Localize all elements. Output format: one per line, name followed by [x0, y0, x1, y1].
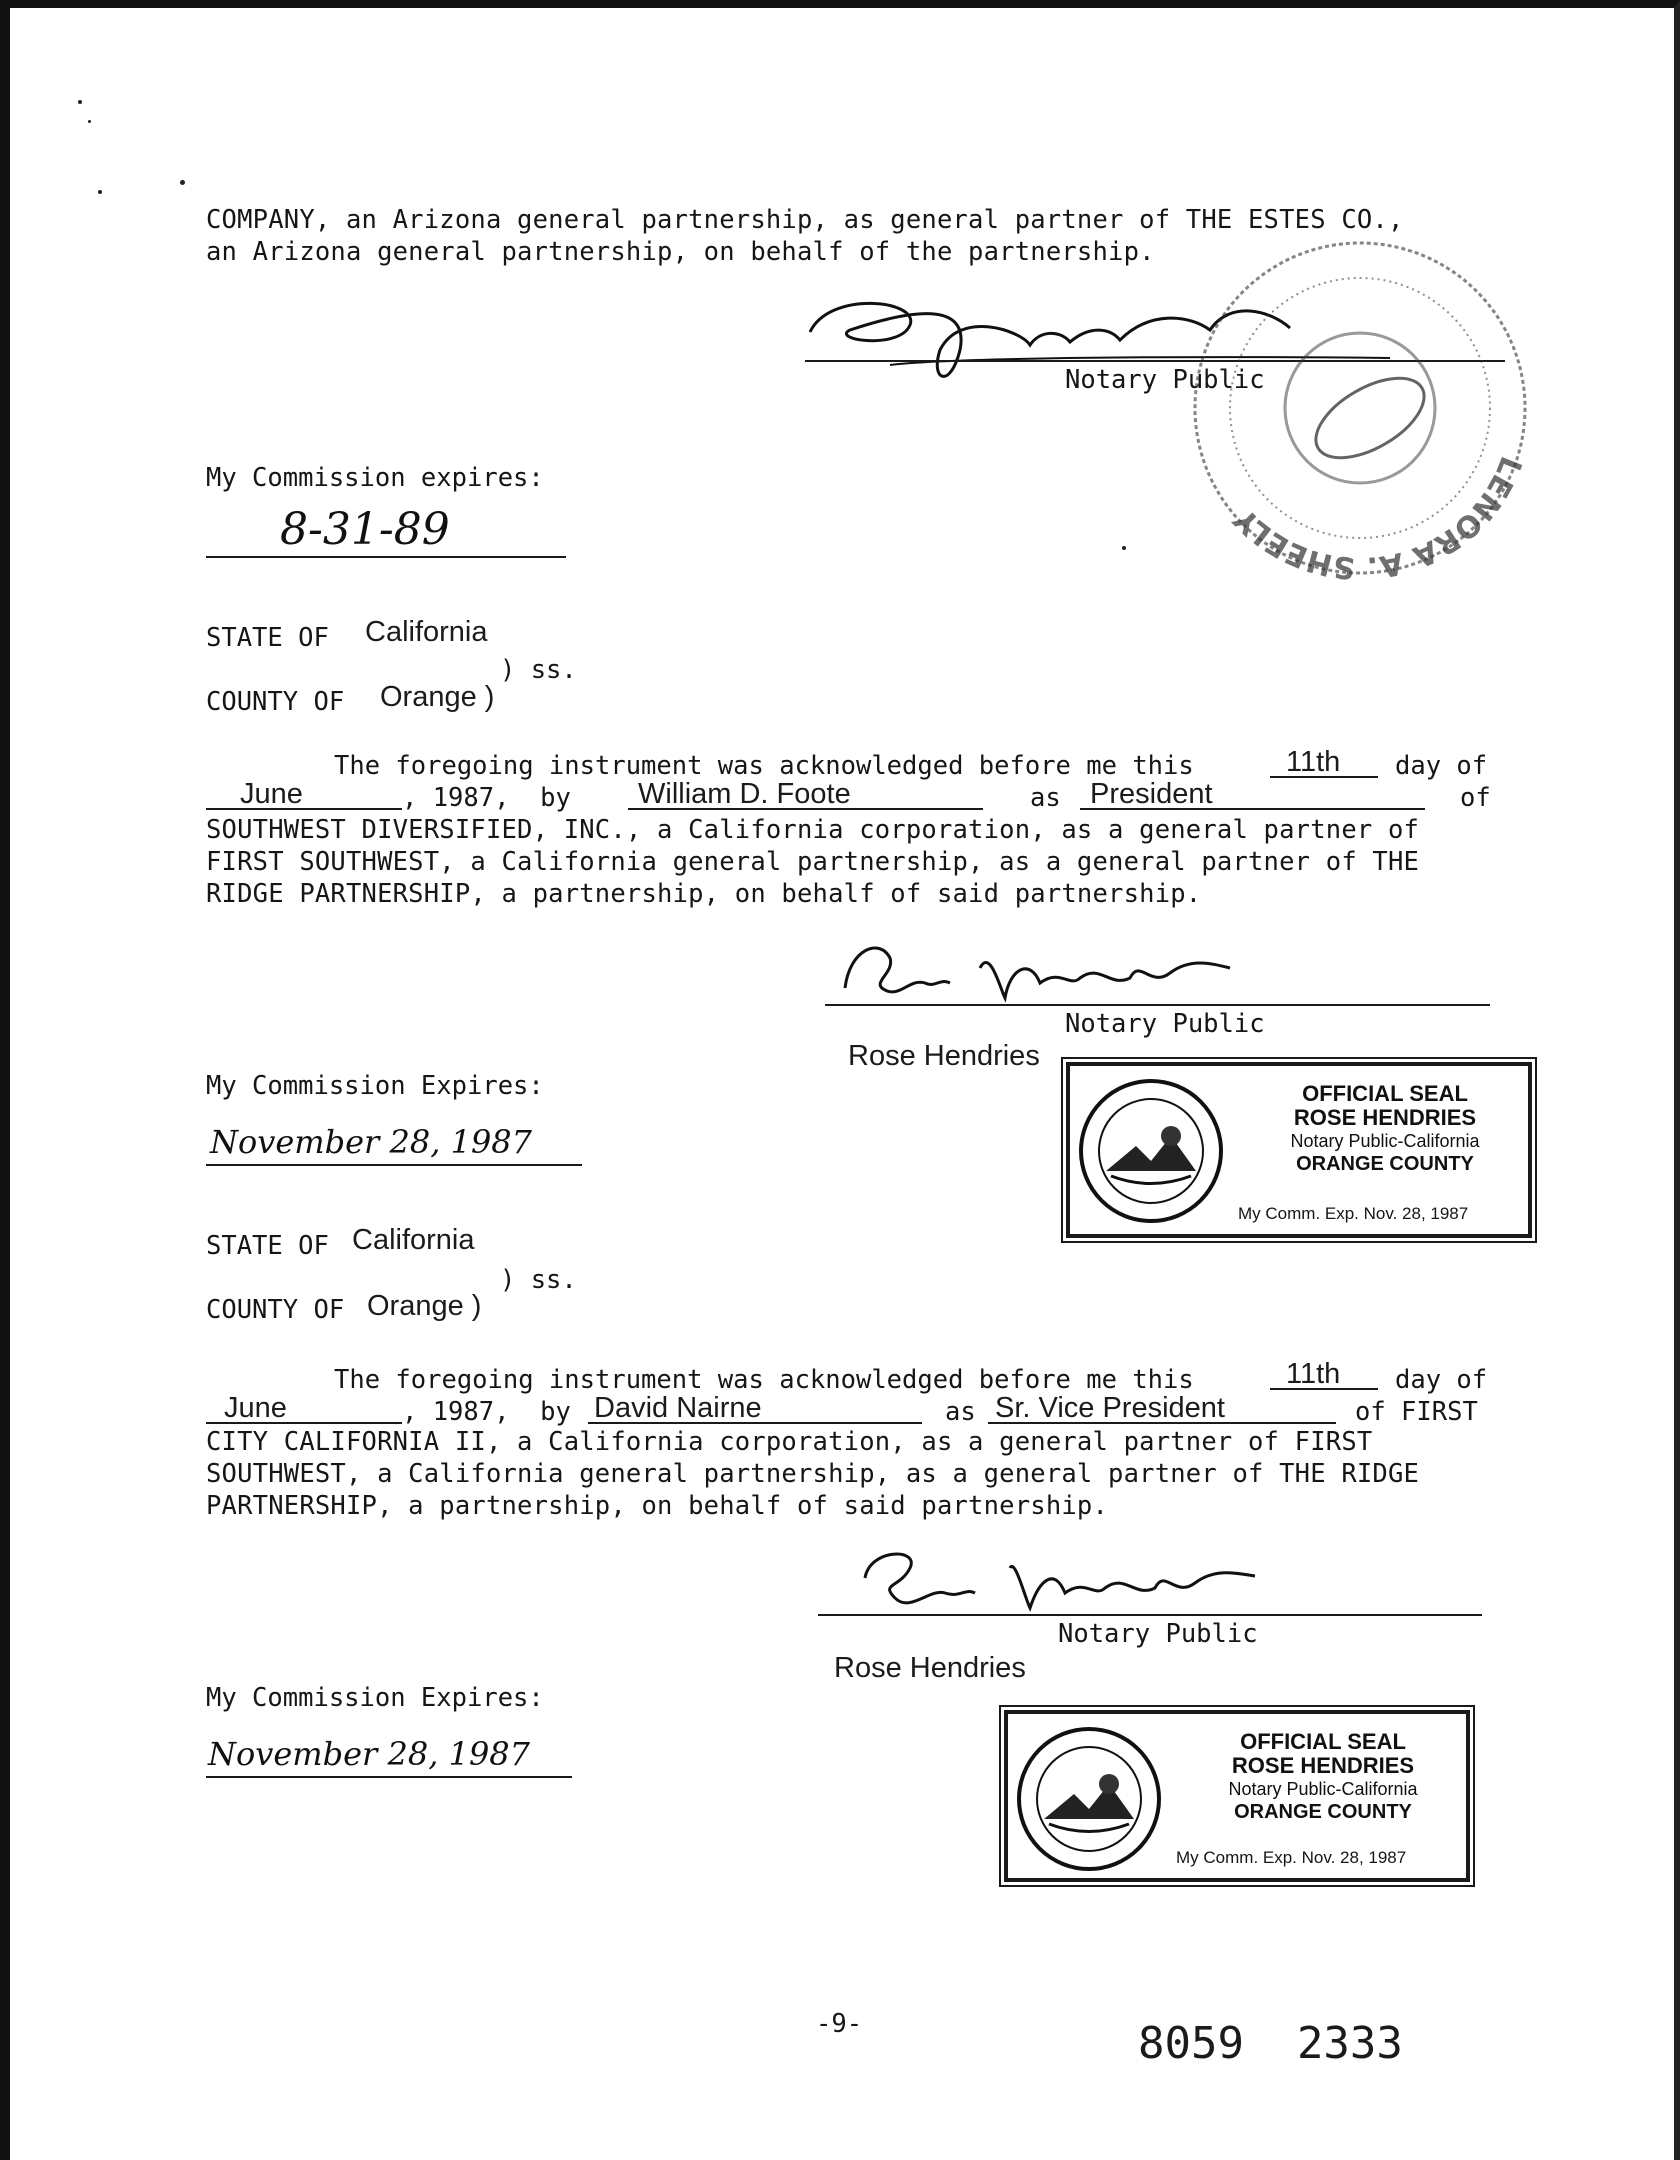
- ack2-line4: SOUTHWEST, a California general partnership, as a general partner of THE RIDGE: [206, 1459, 1420, 1489]
- county-label-2: COUNTY OF: [206, 1295, 345, 1325]
- ack1-of: of: [1460, 783, 1491, 813]
- ack2-line1-a: The foregoing instrument was acknowledged before me this: [334, 1365, 1194, 1395]
- ack2-line5: PARTNERSHIP, a partnership, on behalf of said partnership.: [206, 1491, 1109, 1521]
- ack1-name: William D. Foote: [638, 778, 851, 810]
- seal-exp-3: My Comm. Exp. Nov. 28, 1987: [1176, 1848, 1407, 1867]
- scan-speck: [180, 180, 185, 185]
- ack1-month: June: [240, 778, 303, 810]
- ack1-line1-b: day of: [1395, 751, 1488, 781]
- notary-public-label-1: Notary Public: [1065, 365, 1265, 395]
- state-seal-icon: [1076, 1076, 1226, 1226]
- state-label-2: STATE OF: [206, 1231, 329, 1261]
- ack2-as: as: [945, 1397, 976, 1427]
- official-seal-2: [1066, 1062, 1532, 1238]
- ack2-line2-a: , 1987, by: [402, 1397, 571, 1427]
- scan-speck: [88, 120, 91, 123]
- seal-sub-3: Notary Public-California: [1228, 1779, 1418, 1799]
- notary-printed-name-2: Rose Hendries: [848, 1040, 1040, 1072]
- notary-printed-name-3: Rose Hendries: [834, 1652, 1026, 1684]
- seal-county-2: ORANGE COUNTY: [1296, 1153, 1474, 1175]
- county-label-1: COUNTY OF: [206, 687, 345, 717]
- seal-title-3: OFFICIAL SEAL: [1240, 1729, 1406, 1754]
- seal-county-3: ORANGE COUNTY: [1234, 1801, 1412, 1823]
- commission-date-1: 8-31-89: [280, 504, 450, 555]
- state-value-1: California: [365, 616, 488, 648]
- ack2-title-underline: [988, 1422, 1336, 1424]
- commission-label-3: My Commission Expires:: [206, 1683, 544, 1713]
- ack1-month-underline: [206, 808, 402, 810]
- notary-public-label-2: Notary Public: [1065, 1009, 1265, 1039]
- header-line-2: an Arizona general partnership, on behalf of the partnership.: [206, 237, 1155, 267]
- commission-label-1: My Commission expires:: [206, 463, 544, 493]
- commission-underline-3: [206, 1776, 572, 1778]
- header-line-1: COMPANY, an Arizona general partnership, as general partner of THE ESTES CO.,: [206, 205, 1404, 235]
- county-value-1: Orange ): [380, 681, 495, 713]
- ack1-day-underline: [1270, 776, 1378, 778]
- ss-label-2: ) ss.: [500, 1265, 577, 1295]
- ack1-day: 11th: [1286, 746, 1341, 778]
- seal-name-3: ROSE HENDRIES: [1231, 1753, 1415, 1778]
- commission-label-2: My Commission Expires:: [206, 1071, 544, 1101]
- ack2-of: of FIRST: [1355, 1397, 1478, 1427]
- page-number: -9-: [816, 2009, 863, 2039]
- stamp-text: LENORA A. SHEELY: [1227, 451, 1529, 586]
- ack1-line3: SOUTHWEST DIVERSIFIED, INC., a California corporation, as a general partner of: [206, 815, 1420, 845]
- notary-public-label-3: Notary Public: [1058, 1619, 1258, 1649]
- ack1-line1-a: The foregoing instrument was acknowledged before me this: [334, 751, 1194, 781]
- commission-date-3: November 28, 1987: [208, 1735, 531, 1773]
- ack2-day: 11th: [1286, 1358, 1341, 1390]
- commission-underline-1: [206, 556, 566, 558]
- ack1-line4: FIRST SOUTHWEST, a California general partnership, as a general partner of THE: [206, 847, 1420, 877]
- ack2-name: David Nairne: [594, 1392, 762, 1424]
- signature-line-2: [825, 1004, 1490, 1006]
- scan-speck: [1122, 546, 1126, 550]
- state-seal-icon: [1014, 1724, 1164, 1874]
- ack2-title: Sr. Vice President: [995, 1392, 1225, 1424]
- record-number: 8059 2333: [1138, 2018, 1403, 2069]
- ack2-name-underline: [588, 1422, 922, 1424]
- ack2-month-underline: [206, 1422, 402, 1424]
- commission-date-2: November 28, 1987: [210, 1123, 533, 1161]
- seal-sub-2: Notary Public-California: [1290, 1131, 1480, 1151]
- scan-speck: [98, 190, 102, 194]
- signature-line-3: [818, 1614, 1482, 1616]
- ack1-title: President: [1090, 778, 1213, 810]
- seal-title-2: OFFICIAL SEAL: [1302, 1081, 1468, 1106]
- scan-speck: [78, 100, 82, 104]
- ack1-title-underline: [1080, 808, 1425, 810]
- ack2-line1-b: day of: [1395, 1365, 1488, 1395]
- ack1-line5: RIDGE PARTNERSHIP, a partnership, on behalf of said partnership.: [206, 879, 1202, 909]
- ack2-month: June: [224, 1392, 287, 1424]
- notary-stamp-top: [1170, 218, 1550, 598]
- seal-exp-2: My Comm. Exp. Nov. 28, 1987: [1238, 1204, 1469, 1223]
- ack2-line3: CITY CALIFORNIA II, a California corporation, as a general partner of FIRST: [206, 1427, 1373, 1457]
- commission-underline-2: [206, 1164, 582, 1166]
- county-value-2: Orange ): [367, 1290, 482, 1322]
- ack1-as: as: [1030, 783, 1061, 813]
- ack1-name-underline: [628, 808, 983, 810]
- ack1-line2-a: , 1987, by: [402, 783, 571, 813]
- state-value-2: California: [352, 1224, 475, 1256]
- official-seal-3: [1004, 1710, 1470, 1882]
- ack2-day-underline: [1270, 1388, 1378, 1390]
- seal-name-2: ROSE HENDRIES: [1293, 1105, 1477, 1130]
- state-label-1: STATE OF: [206, 623, 329, 653]
- ss-label-1: ) ss.: [500, 655, 577, 685]
